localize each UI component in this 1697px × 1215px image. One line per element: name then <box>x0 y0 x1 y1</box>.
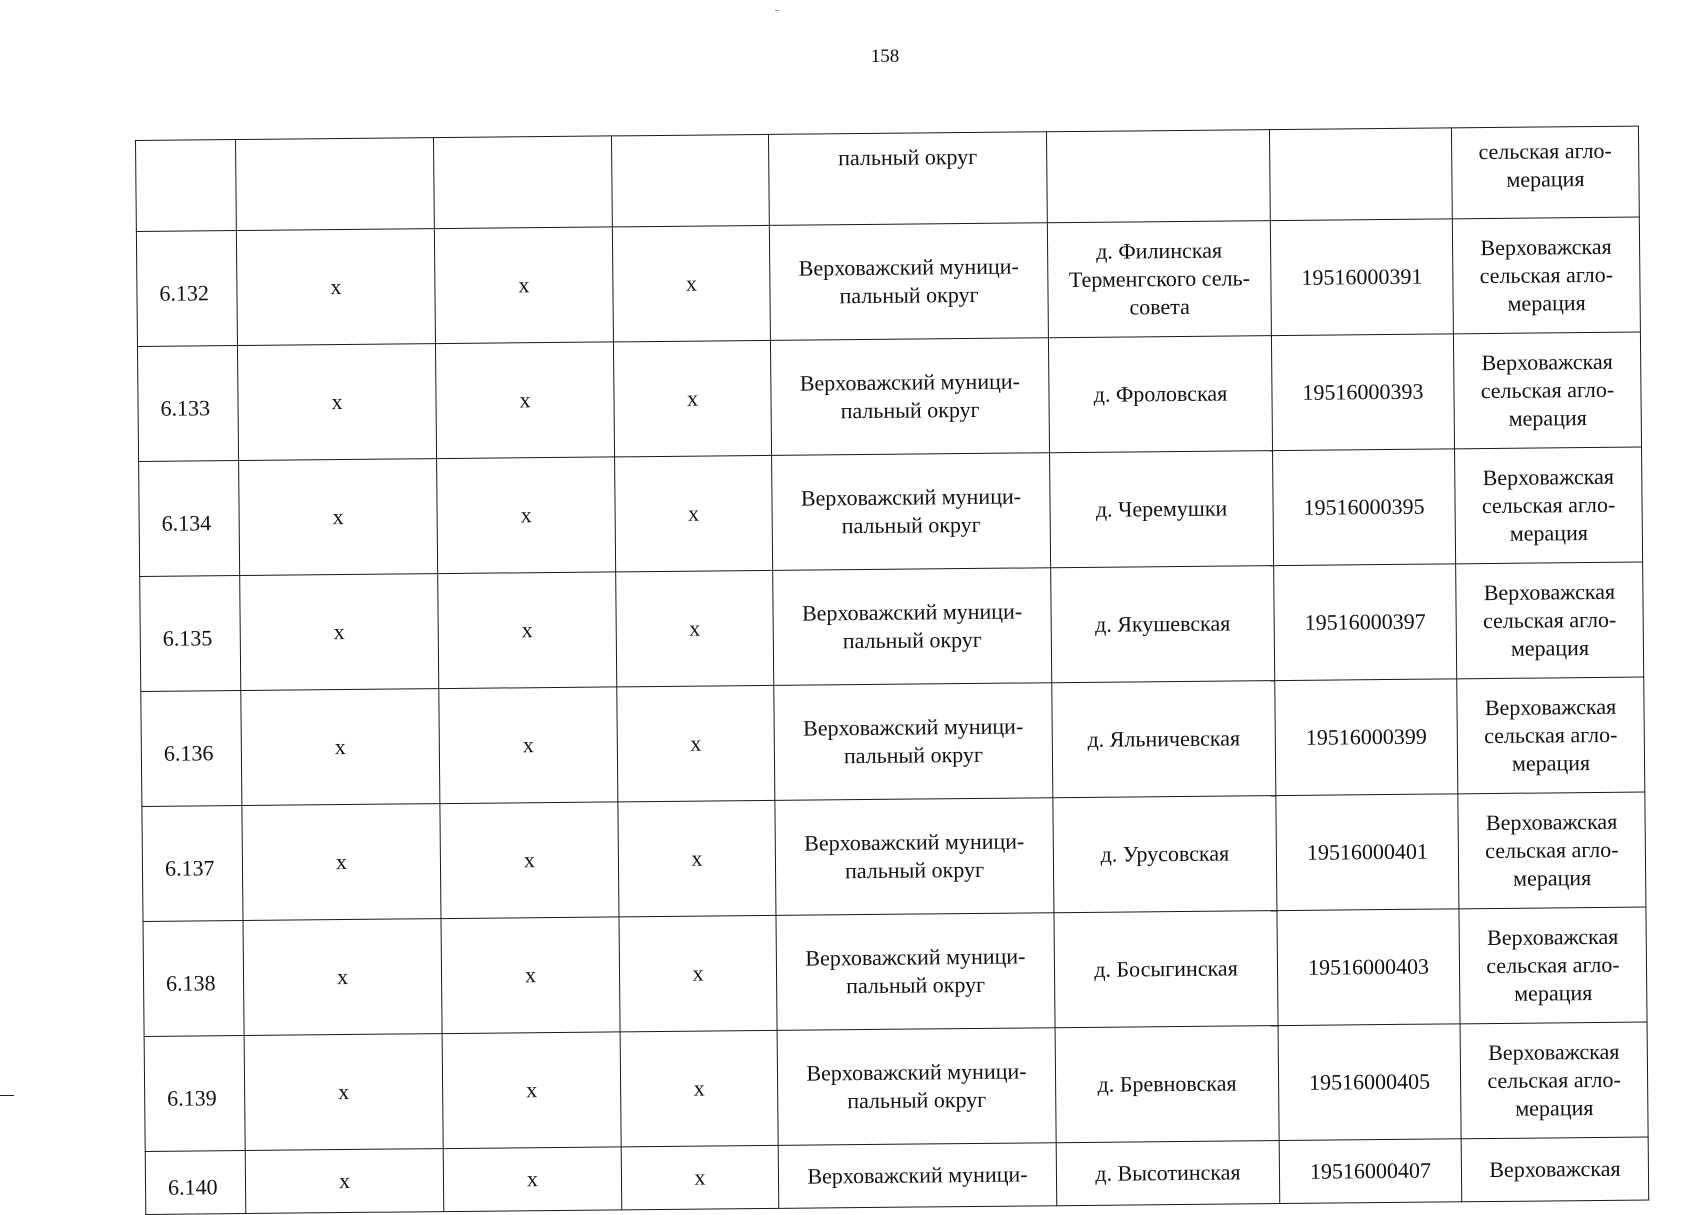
cell-district: пальный округ <box>768 132 1047 226</box>
table-row <box>142 792 1646 921</box>
registry-table-container <box>135 126 1649 1215</box>
table-row <box>145 1137 1649 1214</box>
cell-settlement: д. Яльничевская <box>1052 681 1276 798</box>
cell-code: 19516000399 <box>1275 679 1458 796</box>
cell-settlement: д. Бревновская <box>1055 1026 1279 1143</box>
cell-col3: x <box>441 917 620 1034</box>
scan-dot <box>775 10 779 11</box>
table-row <box>136 217 1640 346</box>
cell-agglomeration: Верховажская сельская агло- мерация <box>1458 792 1646 909</box>
cell-district: Верховажский муници- пальный округ <box>770 338 1049 456</box>
cell-empty <box>611 134 769 227</box>
cell-agglomeration: Верховажская сельская агло- мерация <box>1460 1022 1648 1139</box>
cell-col3: x <box>442 1032 621 1149</box>
cell-col3: x <box>438 572 617 689</box>
table-row <box>144 1022 1648 1151</box>
cell-number: 6.135 <box>140 576 241 692</box>
cell-col4: x <box>612 225 770 342</box>
cell-col3: x <box>435 342 614 459</box>
cell-number: 6.133 <box>137 346 238 462</box>
cell-number: 6.136 <box>141 691 242 807</box>
cell-code: 19516000401 <box>1276 794 1459 911</box>
cell-col2: x <box>242 804 441 921</box>
cell-agglomeration: Верховажская сельская агло- мерация <box>1453 332 1641 449</box>
cell-col3: x <box>443 1147 622 1212</box>
cell-empty <box>433 136 612 229</box>
table-row <box>139 447 1643 576</box>
cell-col2: x <box>236 229 435 346</box>
cell-district: Верховажский муници- пальный округ <box>773 568 1052 686</box>
cell-col2: x <box>243 919 442 1036</box>
cell-agglomeration: Верховажская сельская агло- мерация <box>1459 907 1647 1024</box>
cell-code: 19516000393 <box>1271 334 1454 451</box>
cell-agglomeration: сельская агло- мерация <box>1451 126 1639 219</box>
cell-district: Верховажский муници- пальный округ <box>772 453 1051 571</box>
continuation-row <box>136 126 1640 231</box>
table-row <box>143 907 1647 1036</box>
cell-number: 6.138 <box>143 920 244 1036</box>
cell-col3: x <box>439 687 618 804</box>
cell-col2: x <box>244 1034 443 1151</box>
cell-col4: x <box>617 685 775 802</box>
cell-col4: x <box>616 570 774 687</box>
cell-code: 19516000397 <box>1274 564 1457 681</box>
cell-empty <box>236 138 435 231</box>
cell-agglomeration: Верховажская <box>1461 1137 1649 1202</box>
cell-district: Верховажский муници- пальный округ <box>774 683 1053 801</box>
cell-settlement: д. Босыгинская <box>1054 911 1278 1028</box>
cell-district: Верховажский муници- пальный округ <box>776 913 1055 1031</box>
page-number: 158 <box>870 46 900 67</box>
cell-col4: x <box>620 1030 778 1147</box>
cell-col2: x <box>237 344 436 461</box>
cell-code: 19516000395 <box>1273 449 1456 566</box>
cell-number: 6.132 <box>136 231 237 347</box>
cell-col4: x <box>619 915 777 1032</box>
cell-number: 6.134 <box>139 461 240 577</box>
cell-col3: x <box>434 227 613 344</box>
cell-settlement: д. Фроловская <box>1048 336 1272 453</box>
cell-col3: x <box>440 802 619 919</box>
cell-district: Верховажский муници- пальный округ <box>777 1028 1056 1146</box>
cell-code: 19516000405 <box>1278 1024 1461 1141</box>
cell-number: 6.139 <box>144 1035 245 1151</box>
cell-district: Верховажский муници- пальный округ <box>769 223 1048 341</box>
cell-col4: x <box>621 1145 779 1210</box>
margin-mark <box>0 1095 14 1096</box>
table-row <box>140 562 1644 691</box>
cell-agglomeration: Верховажская сельская агло- мерация <box>1452 217 1640 334</box>
cell-col4: x <box>618 800 776 917</box>
cell-col3: x <box>437 457 616 574</box>
cell-code: 19516000403 <box>1277 909 1460 1026</box>
cell-number: 6.137 <box>142 806 243 922</box>
cell-settlement: д. Урусовская <box>1053 796 1277 913</box>
cell-code: 19516000391 <box>1270 219 1453 336</box>
cell-code: 19516000407 <box>1279 1139 1462 1204</box>
cell-agglomeration: Верховажская сельская агло- мерация <box>1455 447 1643 564</box>
cell-district: Верховажский муници- <box>778 1143 1057 1209</box>
cell-empty <box>1269 128 1452 221</box>
cell-col2: x <box>239 459 438 576</box>
cell-agglomeration: Верховажская сельская агло- мерация <box>1456 562 1644 679</box>
table-row <box>137 332 1641 461</box>
cell-empty <box>1046 130 1270 223</box>
cell-col2: x <box>245 1149 444 1214</box>
registry-table <box>135 126 1649 1215</box>
cell-district: Верховажский муници- пальный округ <box>775 798 1054 916</box>
cell-settlement: д. Высотинская <box>1056 1141 1280 1206</box>
cell-col2: x <box>241 689 440 806</box>
cell-agglomeration: Верховажская сельская агло- мерация <box>1457 677 1645 794</box>
cell-empty <box>136 140 237 232</box>
cell-number: 6.140 <box>145 1150 246 1214</box>
cell-col4: x <box>613 340 771 457</box>
cell-col4: x <box>615 455 773 572</box>
cell-settlement: д. Филинская Терменгского сель- совета <box>1047 221 1271 338</box>
table-row <box>141 677 1645 806</box>
cell-settlement: д. Якушевская <box>1051 566 1275 683</box>
cell-settlement: д. Черемушки <box>1050 451 1274 568</box>
cell-col2: x <box>240 574 439 691</box>
